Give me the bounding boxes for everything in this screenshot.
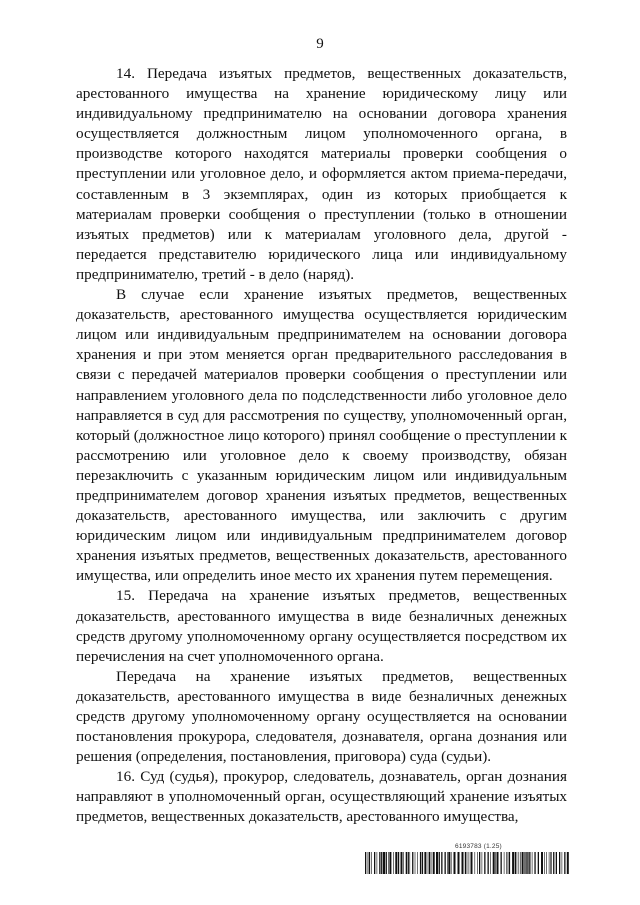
barcode-bar [527, 852, 528, 874]
barcode-bar [389, 852, 391, 874]
barcode-bar [368, 852, 369, 874]
barcode-bar [562, 852, 563, 874]
barcode-bar [383, 852, 385, 874]
barcode-bar [447, 852, 448, 874]
barcode-bar [436, 852, 438, 874]
barcode-bar [388, 852, 389, 874]
barcode-bar [374, 852, 375, 874]
barcode-bar [544, 852, 545, 874]
barcode-bar [564, 852, 565, 874]
barcode-bar [497, 852, 499, 874]
barcode-bar [506, 852, 507, 874]
barcode-bar [441, 852, 442, 874]
barcode-bar [546, 852, 547, 874]
barcode-bar [484, 852, 485, 874]
barcode-bar [508, 852, 509, 874]
barcode-bar [475, 852, 476, 874]
paragraph-14: 14. Передача изъятых предметов, вещественных доказательств, арестованного имущества на хранение юридическому лицу или индивидуальному предпринимателю на основании договора хранения осуществляется должностным лицом уполномоченного органа, в производстве которого находятся материалы проверки сообщения о преступлении или уголовное дело, и оформляется актом приема-передачи, составленным в 3 экземплярах, один из которых приобщается к материалам проверки сообщения о преступлении (только в отношении изъятых предметов) или к материалам уголовного дела, другой - передается представителю юридического лица или индивидуальному предпринимателю, третий - в дело (наряд). [76, 65, 567, 283]
barcode-bar [428, 852, 429, 874]
barcode-bar [448, 852, 450, 874]
barcode-bar [488, 852, 489, 874]
barcode-bar [532, 852, 533, 874]
barcode-bar [529, 852, 530, 874]
barcode-bar [556, 852, 557, 874]
barcode-bar [477, 852, 478, 874]
barcode-bar [386, 852, 387, 874]
barcode-bar [567, 852, 569, 874]
barcode-bar [493, 852, 495, 874]
barcode-bar [534, 852, 535, 874]
barcode-bar [467, 852, 468, 874]
barcode-bar [465, 852, 466, 874]
barcode-bar [501, 852, 502, 874]
barcode-bar [420, 852, 421, 874]
barcode-bar [365, 852, 366, 874]
barcode-bar [517, 852, 518, 874]
paragraph-16: 16. Суд (судья), прокурор, следователь, дознаватель, орган дознания направляют в уполномоченный орган, осуществляющий хранение изъятых предметов, вещественных доказательств, арестованного имущества, [76, 768, 567, 826]
barcode-bar [431, 852, 432, 874]
barcode-bar [525, 852, 526, 874]
body-text [76, 64, 567, 828]
barcode-bar [519, 852, 520, 874]
barcode-bar [515, 852, 516, 874]
barcode-bar [551, 852, 552, 874]
page-number: 9 [316, 36, 324, 52]
barcode-bar [451, 852, 452, 874]
barcode-bar [410, 852, 411, 874]
barcode-bar [422, 852, 423, 874]
barcode-bar [369, 852, 370, 874]
barcode-bar [429, 852, 430, 874]
barcode-bar [408, 852, 409, 874]
barcode-bar [445, 852, 446, 874]
barcode-bar [379, 852, 380, 874]
barcode-bar [495, 852, 496, 874]
barcode-bar [371, 852, 372, 874]
barcode-bar [398, 852, 399, 874]
barcode-bar [433, 852, 435, 874]
barcode-bar [395, 852, 397, 874]
barcode-bar [415, 852, 416, 874]
barcode-bar [520, 852, 521, 874]
barcode-bar [439, 852, 440, 874]
barcode-bar [524, 852, 525, 874]
barcode-bar [454, 852, 456, 874]
barcode-bar [522, 852, 524, 874]
barcode-bar [482, 852, 483, 874]
barcode-bar [458, 852, 460, 874]
barcode-bar [406, 852, 407, 874]
barcode-bar [381, 852, 382, 874]
barcode-bar [550, 852, 551, 874]
barcode-bar [377, 852, 378, 874]
barcode-bar [403, 852, 404, 874]
barcode-bar [549, 852, 550, 874]
barcode-bar [512, 852, 514, 874]
barcode-image [365, 852, 569, 874]
barcode-bar [559, 852, 560, 874]
barcode-bar [504, 852, 505, 874]
barcode-bar [541, 852, 543, 874]
barcode-bar [417, 852, 418, 874]
barcode-bar [469, 852, 470, 874]
barcode-bar [462, 852, 464, 874]
barcode-bar [479, 852, 480, 874]
barcode-number: 6193783 (1.25) [455, 843, 502, 850]
barcode-bar [412, 852, 413, 874]
paragraph-transfer-basis: Передача на хранение изъятых предметов, вещественных доказательств, арестованного имущества в виде безналичных денежных средств другому уполномоченному органу осуществляется на основании постановления прокурора, следователя, дознавателя, органа дознания или решения (определения, постановления, приговора) суда (судьи). [76, 667, 567, 766]
barcode-bar [490, 852, 491, 874]
paragraph-storage-change: В случае если хранение изъятых предметов, вещественных доказательств, арестованного имущества осуществляется юридическим лицом или индивидуальным предпринимателем на основании договора хранения и при этом меняется орган предварительного расследования в связи с передачей материалов проверки сообщения о преступлении или направлением уголовного дела по подследственности либо уголовное дело направляется в суд для рассмотрения по существу, уполномоченный орган, который (должностное лицо которого) принял сообщение о преступлении к рассмотрению или уголовное дело к своему производству, обязан перезаключить с указанным юридическим лицом или индивидуальным предпринимателем договор хранения изъятых предметов, вещественных доказательств, арестованного имущества, или заключить с другим юридическим лицом или индивидуальным предпринимателем договор хранения изъятых предметов, вещественных доказательств, арестованного имущества, или определить иное место их хранения путем перемещения. [76, 286, 567, 585]
barcode-bar [393, 852, 394, 874]
barcode-bar [471, 852, 473, 874]
barcode-bar [424, 852, 426, 874]
paragraph-15: 15. Передача на хранение изъятых предметов, вещественных доказательств, арестованного имущества в виде безналичных денежных средств другому уполномоченному органу осуществляется посредством их перечисления на счет уполномоченного органа. [76, 587, 567, 665]
barcode-bar [509, 852, 510, 874]
barcode-bar [538, 852, 539, 874]
barcode-bar [401, 852, 403, 874]
barcode-bar [553, 852, 554, 874]
